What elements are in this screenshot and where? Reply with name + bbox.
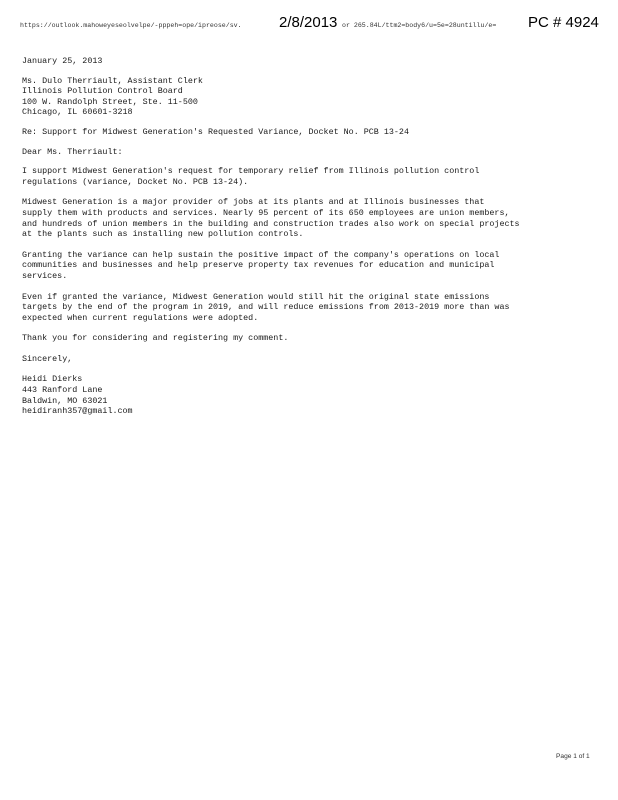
header-url-tail: or 265.84L/ttm2=body6/u=5e=28untillu/e=	[342, 22, 497, 29]
paragraph-line: and hundreds of union members in the building and construction trades also work on special projects	[22, 218, 520, 229]
paragraph	[22, 197, 582, 239]
recipient-line: Ms. Dulo Therriault, Assistant Clerk	[22, 75, 203, 86]
page-number: Page 1 of 1	[556, 753, 590, 760]
paragraph-line: regulations (variance, Docket No. PCB 13-24).	[22, 176, 249, 187]
paragraph-line: Granting the variance can help sustain the positive impact of the company's operations on local	[22, 249, 500, 260]
paragraph	[22, 250, 582, 282]
paragraph-line: at the plants such as installing new pollution controls.	[22, 229, 304, 240]
paragraph-line: supply them with products and services. Nearly 95 percent of its 650 employees are union members,	[22, 207, 510, 218]
signature-block	[22, 374, 582, 416]
letter-date: January 25, 2013	[22, 56, 103, 66]
paragraph	[22, 333, 582, 344]
closing: Sincerely,	[22, 353, 73, 364]
salutation: Dear Ms. Therriault:	[22, 146, 123, 157]
subject-line: Re: Support for Midwest Generation's Requested Variance, Docket No. PCB 13-24	[22, 126, 409, 137]
signature-city: Baldwin, MO 63021	[22, 395, 108, 406]
recipient-line: Chicago, IL 60601-3218	[22, 107, 133, 118]
received-date-stamp: 2/8/2013	[279, 14, 338, 31]
paragraph	[22, 292, 582, 324]
paragraph-line: I support Midwest Generation's request for temporary relief from Illinois pollution control	[22, 166, 480, 177]
paragraph-line: Thank you for considering and registering my comment.	[22, 333, 289, 344]
paragraph-line: services.	[22, 270, 68, 281]
signature-address: 443 Ranford Lane	[22, 385, 103, 396]
recipient-line: 100 W. Randolph Street, Ste. 11-500	[22, 96, 198, 107]
paragraph-line: expected when current regulations were adopted.	[22, 312, 259, 323]
letter-body	[22, 56, 582, 417]
header-url: https://outlook.mahoweyeseolvelpe/-pppeh=ope/ipreose/sv.	[20, 22, 242, 29]
paragraph	[22, 166, 582, 187]
public-comment-number: PC # 4924	[528, 14, 599, 31]
signature-name: Heidi Dierks	[22, 374, 83, 385]
recipient-block	[22, 76, 582, 118]
paragraph-line: targets by the end of the program in 2019, and will reduce emissions from 2013-2019 more than was	[22, 302, 510, 313]
recipient-line: Illinois Pollution Control Board	[22, 86, 183, 97]
paragraph-line: Midwest Generation is a major provider of jobs at its plants and at Illinois businesses that	[22, 197, 485, 208]
paragraph-line: communities and businesses and help preserve property tax revenues for education and municipal	[22, 260, 495, 271]
signature-email: heidiranh357@gmail.com	[22, 406, 133, 417]
paragraph-line: Even if granted the variance, Midwest Generation would still hit the original state emissions	[22, 291, 490, 302]
